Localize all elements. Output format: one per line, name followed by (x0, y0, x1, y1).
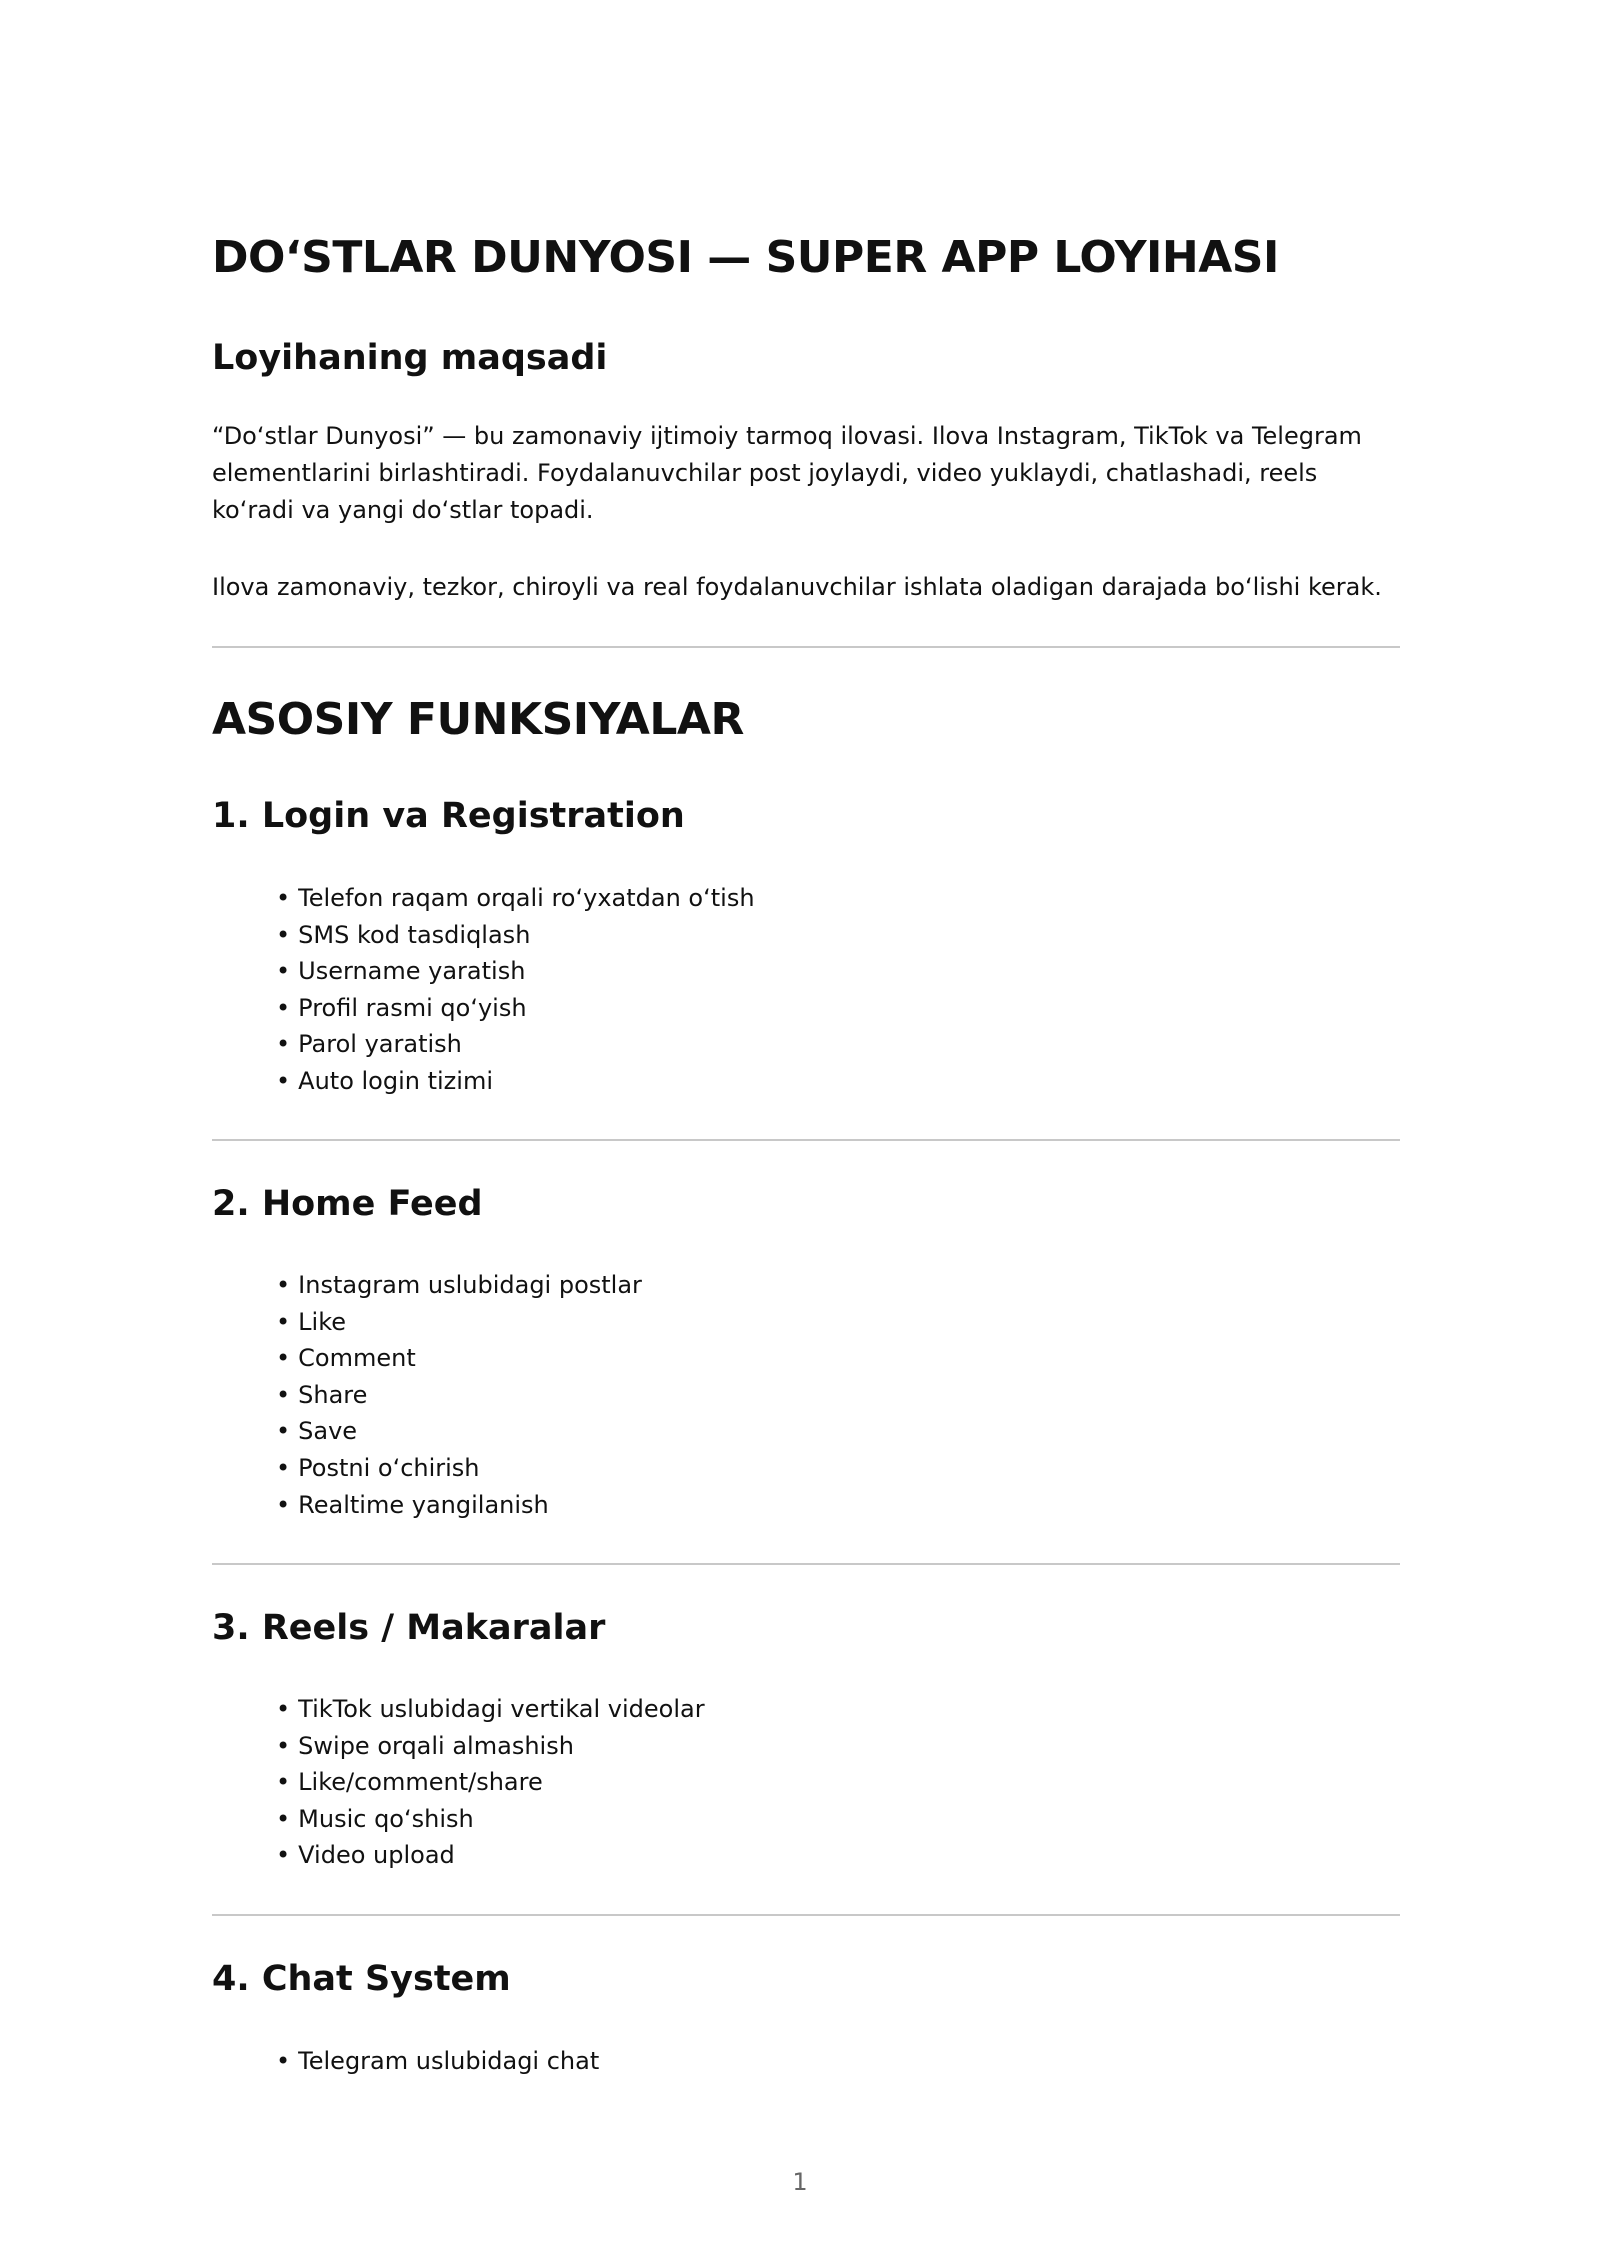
list-item: • SMS kod tasdiqlash (276, 917, 755, 954)
list-item: • Save (276, 1413, 642, 1450)
list-item: • Profil rasmi qo‘yish (276, 990, 755, 1027)
list-item: • Telegram uslubidagi chat (276, 2043, 599, 2080)
list-item: • Username yaratish (276, 953, 755, 990)
list-item: • Share (276, 1377, 642, 1414)
list-item: • Video upload (276, 1837, 705, 1874)
divider (212, 1563, 1400, 1565)
list-item: • Like/comment/share (276, 1764, 705, 1801)
login-feature-list (276, 880, 755, 1100)
list-item: • Like (276, 1304, 642, 1341)
list-item: • Swipe orqali almashish (276, 1728, 705, 1765)
divider (212, 646, 1400, 648)
home-feed-feature-list (276, 1267, 642, 1523)
features-heading: ASOSIY FUNKSIYALAR (212, 694, 744, 745)
list-item: • Realtime yangilanish (276, 1487, 642, 1524)
list-item: • Comment (276, 1340, 642, 1377)
list-item: • Postni o‘chirish (276, 1450, 642, 1487)
purpose-heading: Loyihaning maqsadi (212, 338, 608, 378)
reels-feature-list (276, 1691, 705, 1874)
section-heading-login: 1. Login va Registration (212, 796, 685, 836)
section-heading-chat: 4. Chat System (212, 1959, 511, 1999)
list-item: • Instagram uslubidagi postlar (276, 1267, 642, 1304)
list-item: • Auto login tizimi (276, 1063, 755, 1100)
list-item: • Music qo‘shish (276, 1801, 705, 1838)
list-item: • TikTok uslubidagi vertikal videolar (276, 1691, 705, 1728)
section-heading-home-feed: 2. Home Feed (212, 1184, 483, 1224)
list-item: • Parol yaratish (276, 1026, 755, 1063)
section-heading-reels: 3. Reels / Makaralar (212, 1608, 606, 1648)
list-item: • Telefon raqam orqali ro‘yxatdan o‘tish (276, 880, 755, 917)
chat-feature-list (276, 2043, 599, 2080)
divider (212, 1914, 1400, 1916)
purpose-paragraph-2: Ilova zamonaviy, tezkor, chiroyli va real foydalanuvchilar ishlata oladigan darajada bo‘lishi kerak. (212, 573, 1382, 601)
purpose-paragraph-1: “Do‘stlar Dunyosi” — bu zamonaviy ijtimoiy tarmoq ilovasi. Ilova Instagram, TikTok va Telegram elementlarini birlashtiradi. Foydalanuvchilar post joylaydi, video yuklaydi, chatlashadi, reels ko‘radi va yangi do‘stlar topadi. (212, 422, 1362, 524)
page-number: 1 (792, 2168, 808, 2196)
document-title: DO‘STLAR DUNYOSI — SUPER APP LOYIHASI (212, 232, 1279, 283)
divider (212, 1139, 1400, 1141)
